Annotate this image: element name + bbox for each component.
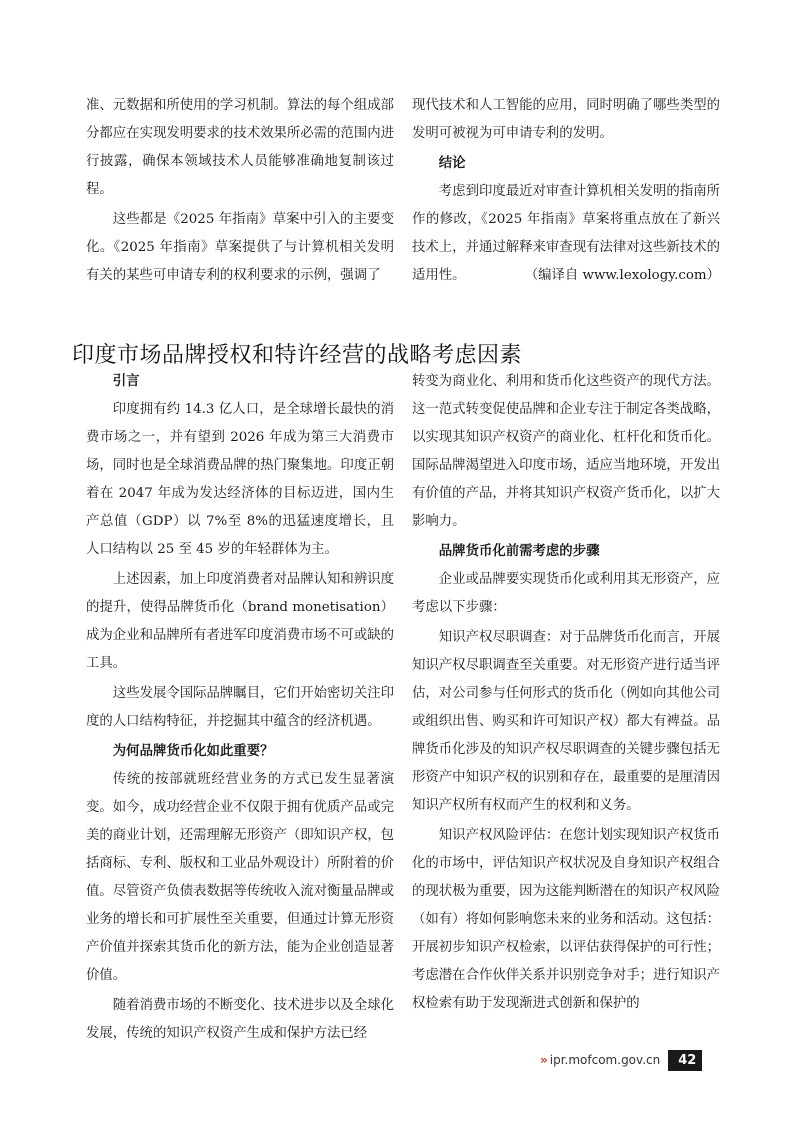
- article-right-paragraph: 转变为商业化、利用和货币化这些资产的现代方法。这一范式转变促使品牌和企业专注于制定各类战略，以实现其知识产权资产的商业化、杠杆化和货币化。国际品牌渴望进入印度市场，适应当地环境，开发出有价值的产品，并将其知识产权资产货币化，以扩大影响力。: [412, 374, 720, 529]
- article-right-paragraph: 知识产权尽职调查：对于品牌货币化而言，开展知识产权尽职调查至关重要。对无形资产进行适当评估，对公司参与任何形式的货币化（例如向其他公司或组织出售、购买和许可知识产权）都大有裨益。品牌货币化涉及的知识产权尽职调查的关键步骤包括无形资产中知识产权的识别和存在，最重要的是厘清因知识产权所有权而产生的权利和义务。: [412, 630, 720, 813]
- article-left-paragraph: 上述因素，加上印度消费者对品牌认知和辨识度的提升，使得品牌货币化（brand monetisation）成为企业和品牌所有者进军印度消费市场不可或缺的工具。: [86, 572, 394, 671]
- top-right-paragraph: 考虑到印度最近对审查计算机相关发明的指南所作的修改，《2025 年指南》草案将重点放在了新兴技术上，并通过解释来审查现有法律对这些新技术的适用性。 （编译自 www.lexology.com）: [412, 178, 720, 290]
- top-right-column: [412, 92, 720, 292]
- article-left-paragraph: 随着消费市场的不断变化、技术进步以及全球化发展，传统的知识产权资产生成和保护方法已经: [86, 998, 394, 1041]
- article-left-paragraph: 这些发展令国际品牌瞩目，它们开始密切关注印度的人口结构特征，并挖掘其中蕴含的经济机遇。: [86, 686, 394, 729]
- article-left-paragraph: 传统的按部就班经营业务的方式已发生显著演变。如今，成功经营企业不仅限于拥有优质产品或完美的商业计划，还需理解无形资产（即知识产权，包括商标、专利、版权和工业品外观设计）所附着的价值。尽管资产负债表数据等传统收入流对衡量品牌或业务的增长和可扩展性至关重要，但通过计算无形资产价值并探索其货币化的新方法，能为企业创造显著价值。: [86, 772, 394, 983]
- page-number: 42: [668, 1050, 702, 1071]
- top-left-column: [86, 92, 394, 292]
- source-note: （编译自 www.lexology.com）: [524, 268, 720, 283]
- page-footer: [540, 1048, 702, 1072]
- article-left-column: [86, 368, 394, 1050]
- article-left-heading: 引言: [112, 374, 140, 389]
- article-right-paragraph: 知识产权风险评估：在您计划实现知识产权货币化的市场中，评估知识产权状况及自身知识产权组合的现状极为重要，因为这能判断潜在的知识产权风险（如有）将如何影响您未来的业务和活动。这包括：开展初步知识产权检索，以评估获得保护的可行性；考虑潜在合作伙伴关系并识别竞争对手；进行知识产权检索有助于发现渐进式创新和保护的: [412, 828, 720, 1011]
- top-left-paragraph: 准、元数据和所使用的学习机制。算法的每个组成部分都应在实现发明要求的技术效果所必需的范围内进行披露，确保本领域技术人员能够准确地复制该过程。: [86, 98, 394, 197]
- top-left-paragraph: 这些都是《2025 年指南》草案中引入的主要变化。《2025 年指南》草案提供了与计算机相关发明有关的某些可申请专利的权利要求的示例，强调了: [86, 212, 394, 283]
- article-left-paragraph: 印度拥有约 14.3 亿人口，是全球增长最快的消费市场之一，并有望到 2026 年成为第三大消费市场，同时也是全球消费品牌的热门聚集地。印度正朝着在 2047 年成为发达经济体的目标迈进，国内生产总值（GDP）以 7%至 8%的迅猛速度增长，且人口结构以 25 至 45 岁的年轻群体为主。: [86, 402, 394, 557]
- article-left-heading: 为何品牌货币化如此重要？: [112, 744, 274, 759]
- double-chevron-right-icon: »: [540, 1053, 546, 1067]
- article-right-column: [412, 368, 720, 1020]
- article-title: 印度市场品牌授权和特许经营的战略考虑因素: [72, 343, 523, 368]
- footer-website-url[interactable]: ipr.mofcom.gov.cn: [549, 1053, 661, 1067]
- article-right-heading: 品牌货币化前需考虑的步骤: [438, 544, 600, 559]
- top-right-heading: 结论: [438, 156, 466, 171]
- top-right-paragraph: 现代技术和人工智能的应用，同时明确了哪些类型的发明可被视为可申请专利的发明。: [412, 98, 720, 141]
- article-right-paragraph: 企业或品牌要实现货币化或利用其无形资产，应考虑以下步骤：: [412, 572, 720, 615]
